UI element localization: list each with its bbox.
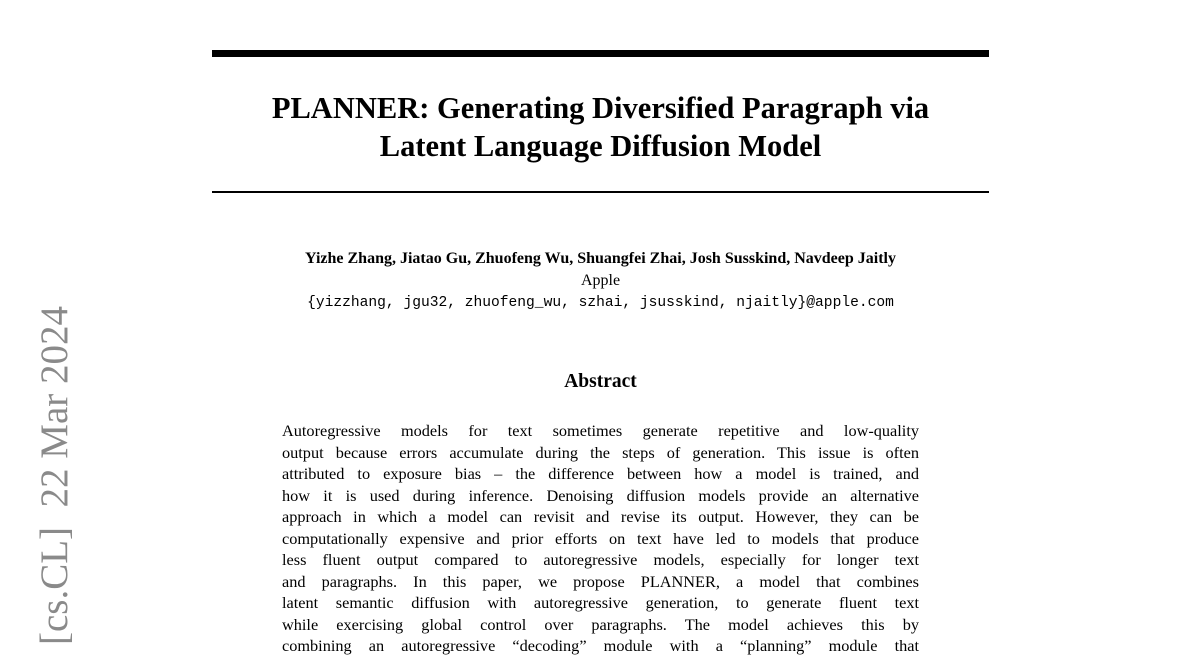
- title-top-rule: [212, 50, 989, 57]
- abstract-line: latent semantic diffusion with autoregressive generation, to generate fluent text: [282, 593, 919, 612]
- title-line-2: Latent Language Diffusion Model: [379, 129, 822, 163]
- abstract-line: how it is used during inference. Denoising diffusion models provide an alternative: [282, 485, 919, 505]
- arxiv-sidebar-stamp: [28, 306, 78, 648]
- abstract-line: combining an autoregressive “decoding” module with a “planning” module that: [282, 636, 919, 655]
- abstract-body: [282, 420, 919, 657]
- title-line-1: PLANNER: Generating Diversified Paragraph via: [271, 91, 930, 125]
- abstract-heading: Abstract: [564, 371, 637, 392]
- abstract-line: and paragraphs. In this paper, we propose PLANNER, a model that combines: [282, 571, 919, 591]
- abstract-line: approach in which a model can revisit and revise its output. However, they can be: [282, 507, 919, 526]
- abstract-line: less fluent output compared to autoregressive models, especially for longer text: [282, 550, 919, 569]
- author-emails: {yizzhang, jgu32, zhuofeng_wu, szhai, jsusskind, njaitly}@apple.com: [307, 295, 894, 311]
- abstract-line: output because errors accumulate during the steps of generation. This issue is often: [282, 442, 919, 462]
- abstract-line: Autoregressive models for text sometimes generate repetitive and low-quality: [282, 421, 919, 440]
- author-list: Yizhe Zhang, Jiatao Gu, Zhuofeng Wu, Shuangfei Zhai, Josh Susskind, Navdeep Jaitly: [305, 250, 896, 267]
- abstract-line: while exercising global control over paragraphs. The model achieves this by: [282, 614, 919, 634]
- abstract-line: attributed to exposure bias – the difference between how a model is trained, and: [282, 464, 919, 483]
- affiliation: Apple: [580, 272, 621, 289]
- paper-title: [212, 89, 989, 165]
- title-bottom-rule: [212, 191, 989, 193]
- abstract-line: computationally expensive and prior efforts on text have led to models that produce: [282, 528, 919, 548]
- arxiv-stamp-text: [cs.CL] 22 Mar 2024: [33, 306, 76, 646]
